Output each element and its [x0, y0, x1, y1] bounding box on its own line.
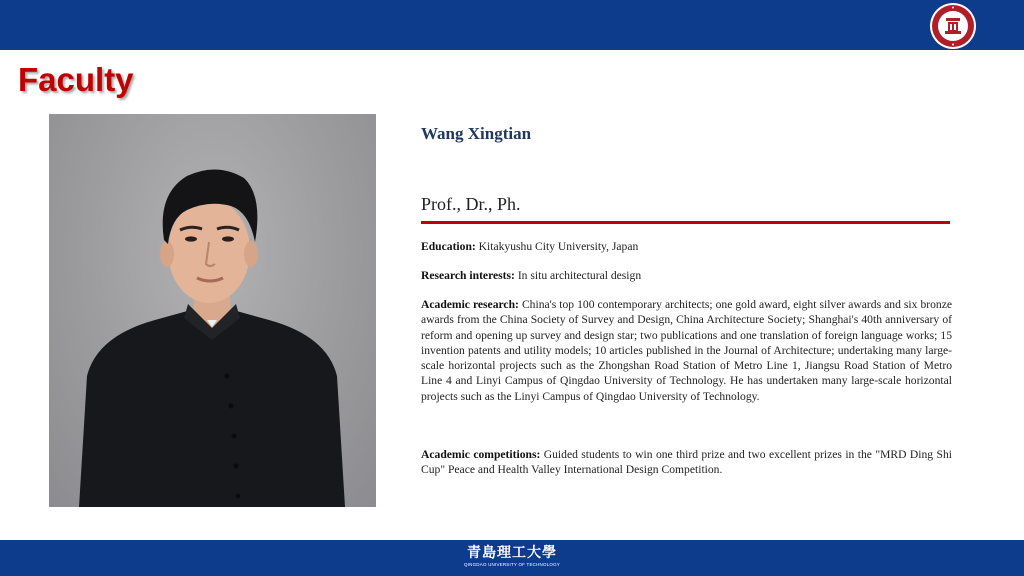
- university-name-chinese: 青島理工大學: [467, 545, 557, 561]
- header-bar: [0, 0, 1024, 50]
- academic-competitions-label: Academic competitions:: [421, 448, 541, 461]
- academic-research-paragraph: [421, 297, 952, 404]
- university-name-english: QINGDAO UNIVERSITY OF TECHNOLOGY: [464, 562, 560, 567]
- portrait-photo: [49, 114, 376, 507]
- university-seal-icon: [928, 2, 978, 50]
- research-interests-label: Research interests:: [421, 269, 515, 282]
- research-interests-line: [421, 268, 952, 283]
- education-label: Education:: [421, 240, 476, 253]
- faculty-name: Wang Xingtian: [421, 124, 532, 143]
- academic-research-text: China's top 100 contemporary architects; one gold award, eight silver awards and six bronze awards from the China Society of Survey and Design, China Architecture Society; Shanghai's 40th anniversary of reform and opening up survey and design star; two publications and one translation of foreign language works; 15 invention patents and utility models; 10 articles published in the Journal of Architecture; undertaking many large-scale horizontal projects such as the Zhongshan Road Station of Metro Line 1, Jiangsu Road Station of Metro Line 4 and Linyi Campus of Qingdao University of Technology. He has undertaken many large-scale horizontal projects such as the Linyi Campus of Qingdao University of Technology.: [421, 298, 953, 403]
- page-title: Faculty: [18, 61, 134, 98]
- academic-competitions-text: Guided students to win one third prize and two excellent prizes in the "MRD Ding Shi Cup" Peace and Health Valley International Design Competition.: [421, 448, 952, 477]
- academic-research-label: Academic research:: [421, 298, 519, 311]
- academic-competitions-paragraph: [421, 447, 952, 478]
- title-divider: [421, 221, 950, 224]
- research-interests-value: In situ architectural design: [517, 269, 642, 282]
- faculty-title: Prof., Dr., Ph.: [421, 194, 521, 214]
- education-line: [421, 239, 952, 254]
- university-logo: [462, 545, 562, 571]
- education-value: Kitakyushu City University, Japan: [478, 240, 639, 253]
